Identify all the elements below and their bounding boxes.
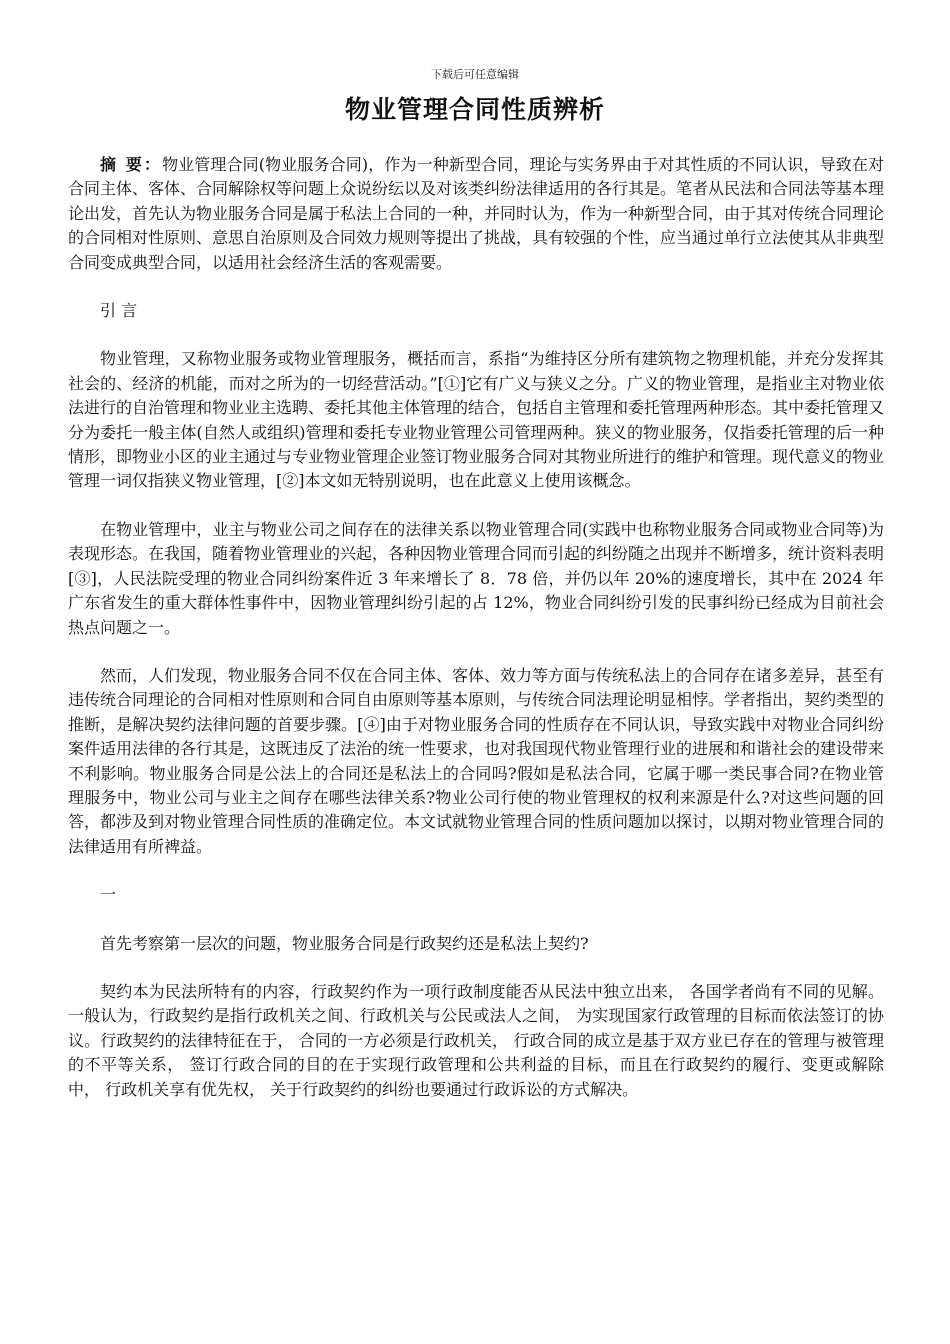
header-note: 下载后可任意编辑	[431, 68, 519, 81]
document-body	[68, 153, 884, 1126]
question-paragraph: 首先考察第一层次的问题，物业服务合同是行政契约还是私法上契约?	[100, 933, 589, 953]
abstract-label: 摘 要：	[100, 155, 163, 174]
abstract-paragraph	[68, 153, 884, 275]
section-one-heading: 一	[100, 885, 117, 905]
body-paragraph-1: 物业管理，又称物业服务或物业管理服务，概括而言，系指“为维持区分所有建筑物之物理机能，并充分发挥其社会的、经济的机能，而对之所为的一切经营活动。”[①]它有广义与狭义之分。广义的物业管理，是指业主对物业依法进行的自治管理和物业业主选聘、委托其他主体管理的结合，包括自主管理和委托管理两种形态。其中委托管理又分为委托一般主体(自然人或组织)管理和委托专业物业管理公司管理两种。狭义的物业服务，仅指委托管理的后一种情形，即物业小区的业主通过与专业物业管理企业签订物业服务合同对其物业所进行的维护和管理。现代意义的物业管理一词仅指狭义物业管理，[②]本文如无特别说明，也在此意义上使用该概念。	[68, 349, 885, 491]
body-paragraph-4: 契约本为民法所特有的内容，行政契约作为一项行政制度能否从民法中独立出来， 各国学者尚有不同的见解。一般认为，行政契约是指行政机关之间、行政机关与公民或法人之间， 为实现国家行政管理的目标而依法签订的协议。行政契约的法律特征在于， 合同的一方必须是行政机关， 行政合同的成立是基于双方业已存在的管理与被管理的不平等关系， 签订行政合同的目的在于实现行政管理和公共利益的目标，而且在行政契约的履行、变更或解除中， 行政机关享有优先权， 关于行政契约的纠纷也要通过行政诉讼的方式解决。	[68, 981, 884, 1099]
body-paragraph-3: 然而，人们发现，物业服务合同不仅在合同主体、客体、效力等方面与传统私法上的合同存在诸多差异，甚至有违传统合同理论的合同相对性原则和合同自由原则等基本原则，与传统合同法理论明显相悖。学者指出，契约类型的推断，是解决契约法律问题的首要步骤。[④]由于对物业服务合同的性质存在不同认识，导致实践中对物业合同纠纷案件适用法律的各行其是，这既违反了法治的统一性要求，也对我国现代物业管理行业的进展和和谐社会的建设带来不利影响。物业服务合同是公法上的合同还是私法上的合同吗?假如是私法合同，它属于哪一类民事合同?在物业管理服务中，物业公司与业主之间存在哪些法律关系?物业公司行使的物业管理权的权利来源是什么?对这些问题的回答，都涉及到对物业管理合同性质的准确定位。本文试就物业管理合同的性质问题加以探讨，以期对物业管理合同的法律适用有所裨益。	[68, 665, 885, 856]
document-title: 物业管理合同性质辨析	[344, 95, 605, 124]
abstract-text: 物业管理合同(物业服务合同)，作为一种新型合同，理论与实务界由于对其性质的不同认识，导致在对合同主体、客体、合同解除权等问题上众说纷纭以及对该类纠纷法律适用的各行其是。笔者从民法和合同法等基本理论出发，首先认为物业服务合同是属于私法上合同的一种，并同时认为，作为一种新型合同，由于其对传统合同理论的合同相对性原则、意思自治原则及合同效力规则等提出了挑战，具有较强的个性，应当通过单行立法使其从非典型合同变成典型合同，以适用社会经济生活的客观需要。	[68, 155, 885, 272]
body-paragraph-2: 在物业管理中，业主与物业公司之间存在的法律关系以物业管理合同(实践中也称物业服务合同或物业合同等)为表现形态。在我国，随着物业管理业的兴起，各种因物业管理合同而引起的纠纷随之出现并不断增多，统计资料表明[③]，人民法院受理的物业合同纠纷案件近 3 年来增长了 8．78 倍，并仍以年 20%的速度增长，其中在 2024 年广东省发生的重大群体性事件中，因物业管理纠纷引起的占 12%，物业合同纠纷引发的民事纠纷已经成为目前社会热点问题之一。	[68, 519, 885, 637]
intro-heading: 引 言	[100, 301, 138, 321]
